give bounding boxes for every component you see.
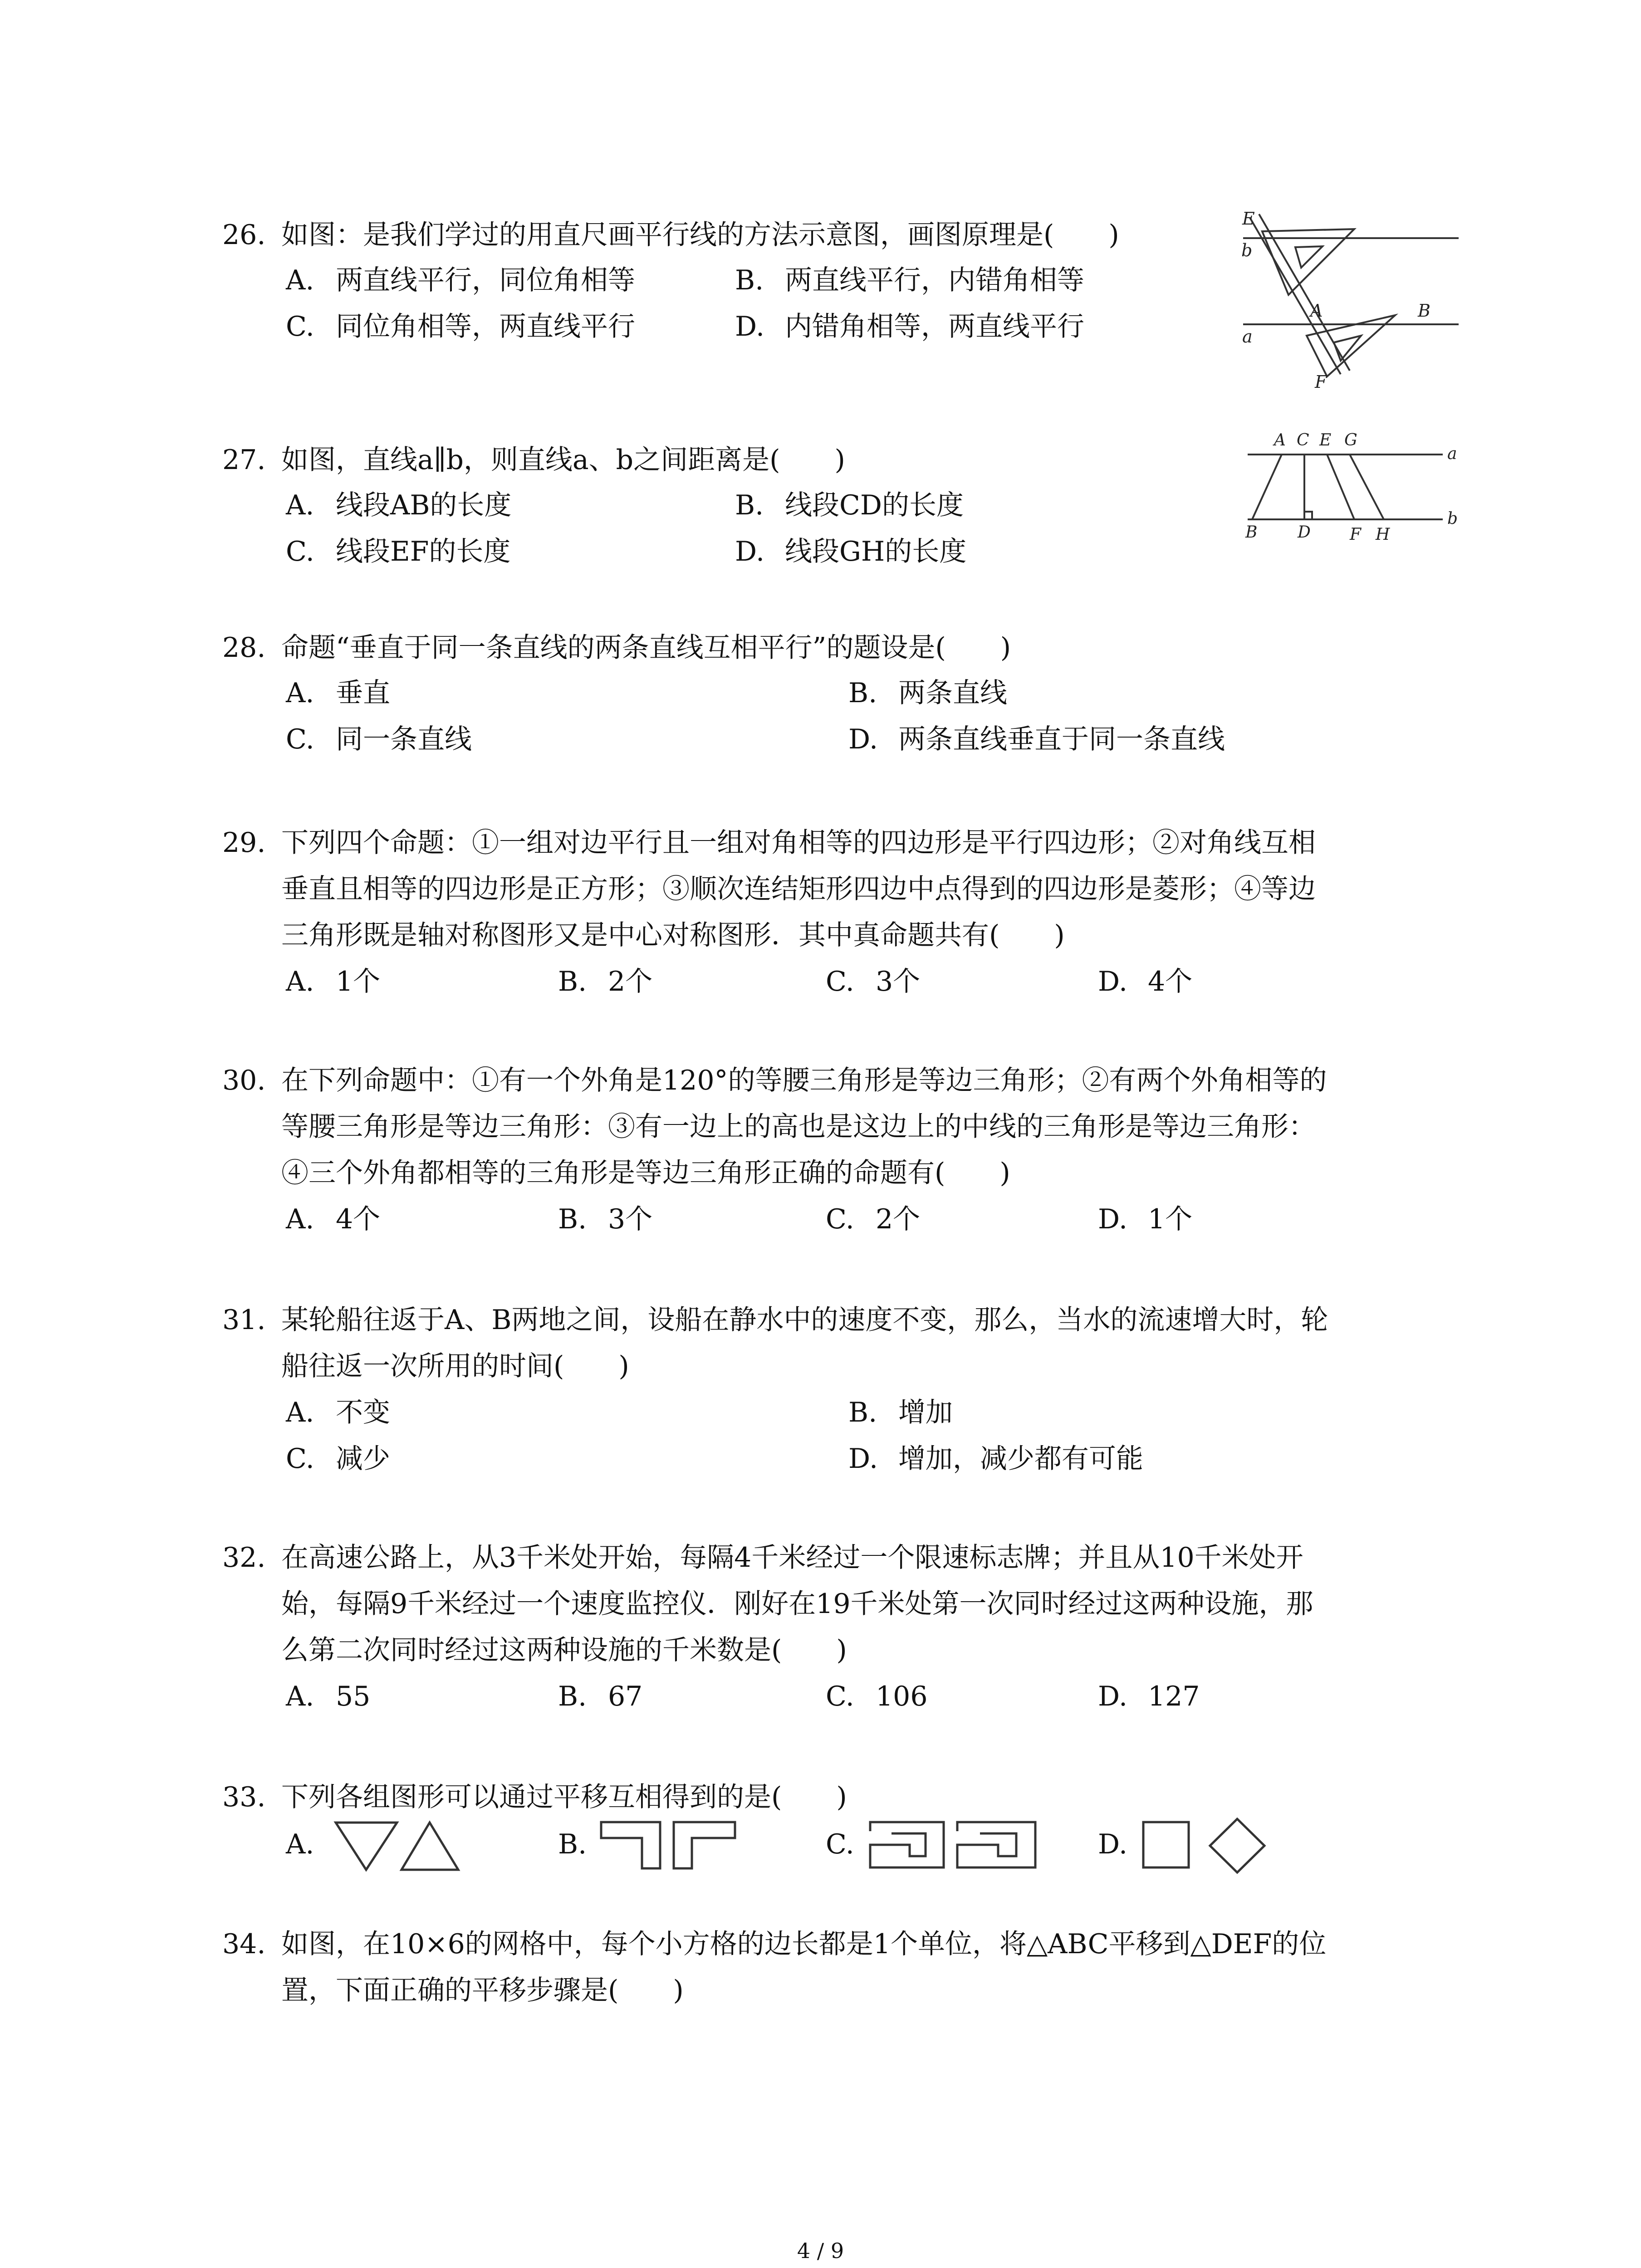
question-33-option-a[interactable]: A. — [286, 1828, 314, 1860]
question-30-line-2: 等腰三角形是等边三角形：③有一边上的高也是这边上的中线的三角形是等边三角形： — [281, 1111, 1316, 1143]
label-G: G — [1344, 431, 1357, 450]
ruler-edge-1 — [1250, 218, 1341, 374]
option-a-triangles-figure — [333, 1819, 460, 1873]
question-32-option-d[interactable]: D. 127 — [1098, 1681, 1200, 1712]
question-31-option-a[interactable]: A. 不变 — [286, 1397, 390, 1428]
option-b-l-shapes-figure — [599, 1818, 740, 1872]
label-H: H — [1376, 525, 1390, 544]
question-30-option-d[interactable]: D. 1个 — [1098, 1203, 1193, 1235]
question-28-option-c[interactable]: C. 同一条直线 — [286, 723, 472, 755]
label-A: A — [1274, 431, 1286, 450]
l-shape-right — [674, 1822, 735, 1868]
question-28-option-b[interactable]: B. 两条直线 — [848, 677, 1007, 709]
question-32-option-a[interactable]: A. 55 — [286, 1681, 371, 1712]
question-26-option-c[interactable]: C. 同位角相等，两直线平行 — [286, 311, 635, 342]
question-27-option-d[interactable]: D. 线段GH的长度 — [735, 536, 967, 567]
question-33-option-c[interactable]: C. — [826, 1828, 854, 1860]
question-32-option-c[interactable]: C. 106 — [826, 1681, 928, 1712]
question-28-option-d[interactable]: D. 两条直线垂直于同一条直线 — [848, 723, 1225, 755]
question-31-option-b[interactable]: B. 增加 — [848, 1397, 953, 1428]
question-number: 28. — [222, 632, 266, 664]
page-number: 4 / 9 — [797, 2239, 844, 2263]
question-29-line-1: 29. 下列四个命题：①一组对边平行且一组对角相等的四边形是平行四边形；②对角线互相 — [222, 827, 1316, 859]
question-33-option-d[interactable]: D. — [1098, 1828, 1128, 1860]
question-30-option-a[interactable]: A. 4个 — [286, 1203, 381, 1235]
question-26-line-1: 26. 如图：是我们学过的用直尺画平行线的方法示意图，画图原理是( ) — [222, 219, 1119, 251]
question-number: 34. — [222, 1928, 266, 1960]
label-D: D — [1298, 523, 1311, 542]
key-pattern-left — [870, 1822, 944, 1867]
question-31-option-d[interactable]: D. 增加，减少都有可能 — [848, 1443, 1143, 1475]
segment-AB — [1252, 455, 1282, 519]
label-a: a — [1242, 327, 1253, 347]
question-27-option-b[interactable]: B. 线段CD的长度 — [735, 489, 964, 521]
question-29-option-c[interactable]: C. 3个 — [826, 966, 921, 997]
question-30-option-c[interactable]: C. 2个 — [826, 1203, 921, 1235]
question-number: 27. — [222, 444, 266, 476]
question-number: 31. — [222, 1304, 266, 1336]
figure-27 — [1234, 426, 1461, 544]
label-F: F — [1315, 372, 1327, 392]
label-E: E — [1319, 431, 1332, 450]
label-F: F — [1350, 525, 1361, 544]
question-33-line-1: 33. 下列各组图形可以通过平移互相得到的是( ) — [222, 1781, 847, 1813]
question-31-option-c[interactable]: C. 减少 — [286, 1443, 390, 1475]
set-square-bottom-inner — [1334, 336, 1361, 361]
question-29-option-d[interactable]: D. 4个 — [1098, 966, 1193, 997]
question-34-line-1: 34. 如图，在10×6的网格中，每个小方格的边长都是1个单位，将△ABC平移到△DEF的位 — [222, 1928, 1327, 1960]
option-d-square-diamond-figure — [1141, 1815, 1268, 1877]
label-A: A — [1310, 301, 1323, 321]
question-number: 33. — [222, 1781, 266, 1813]
question-33-option-b[interactable]: B. — [558, 1828, 587, 1860]
diamond — [1210, 1819, 1264, 1872]
question-number: 26. — [222, 219, 266, 251]
upright-triangle — [402, 1823, 458, 1870]
question-26-option-d[interactable]: D. 内错角相等，两直线平行 — [735, 311, 1084, 342]
segment-GH — [1350, 455, 1384, 519]
question-30-line-3: ④三个外角都相等的三角形是等边三角形正确的命题有( ) — [281, 1157, 1010, 1189]
question-34-line-2: 置，下面正确的平移步骤是( ) — [281, 1975, 684, 2006]
question-28-option-a[interactable]: A. 垂直 — [286, 677, 390, 709]
question-26-option-b[interactable]: B. 两直线平行，内错角相等 — [735, 264, 1084, 296]
question-32-line-3: 么第二次同时经过这两种设施的千米数是( ) — [281, 1634, 847, 1666]
inverted-triangle — [336, 1823, 397, 1870]
question-number: 32. — [222, 1542, 266, 1574]
segment-EF — [1327, 455, 1354, 519]
key-pattern-right — [957, 1822, 1035, 1867]
option-c-key-pattern-figure — [867, 1818, 1039, 1872]
question-31-line-2: 船往返一次所用的时间( ) — [281, 1350, 629, 1382]
question-32-option-b[interactable]: B. 67 — [558, 1681, 643, 1712]
question-28-line-1: 28. 命题“垂直于同一条直线的两条直线互相平行”的题设是( ) — [222, 632, 1011, 664]
question-31-line-1: 31. 某轮船往返于A、B两地之间，设船在静水中的速度不变，那么，当水的流速增大时，轮 — [222, 1304, 1328, 1336]
question-27-line-1: 27. 如图，直线a∥b，则直线a、b之间距离是( ) — [222, 444, 845, 476]
label-b: b — [1447, 509, 1458, 528]
figure-26 — [1225, 204, 1461, 395]
label-E: E — [1242, 209, 1255, 229]
square — [1143, 1822, 1189, 1867]
question-30-option-b[interactable]: B. 3个 — [558, 1203, 653, 1235]
question-30-line-1: 30. 在下列命题中：①有一个外角是120°的等腰三角形是等边三角形；②有两个外角相等的 — [222, 1065, 1327, 1096]
question-number: 30. — [222, 1065, 266, 1096]
question-27-option-c[interactable]: C. 线段EF的长度 — [286, 536, 511, 567]
question-29-line-3: 三角形既是轴对称图形又是中心对称图形．其中真命题共有( ) — [281, 919, 1065, 951]
question-32-line-1: 32. 在高速公路上，从3千米处开始，每隔4千米经过一个限速标志牌；并且从10千米处开 — [222, 1542, 1303, 1574]
label-B: B — [1418, 301, 1430, 321]
question-29-option-a[interactable]: A. 1个 — [286, 966, 381, 997]
question-26-option-a[interactable]: A. 两直线平行，同位角相等 — [286, 264, 635, 296]
label-a: a — [1447, 445, 1457, 463]
label-b: b — [1241, 240, 1253, 260]
question-29-option-b[interactable]: B. 2个 — [558, 966, 653, 997]
question-32-line-2: 始，每隔9千米经过一个速度监控仪．刚好在19千米处第一次同时经过这两种设施，那 — [281, 1588, 1313, 1620]
label-B: B — [1245, 523, 1258, 542]
l-shape-left — [601, 1822, 660, 1868]
right-angle-mark — [1304, 512, 1312, 519]
question-29-line-2: 垂直且相等的四边形是正方形；③顺次连结矩形四边中点得到的四边形是菱形；④等边 — [281, 873, 1316, 905]
label-C: C — [1297, 431, 1309, 450]
question-number: 29. — [222, 827, 266, 859]
question-27-option-a[interactable]: A. 线段AB的长度 — [286, 489, 512, 521]
